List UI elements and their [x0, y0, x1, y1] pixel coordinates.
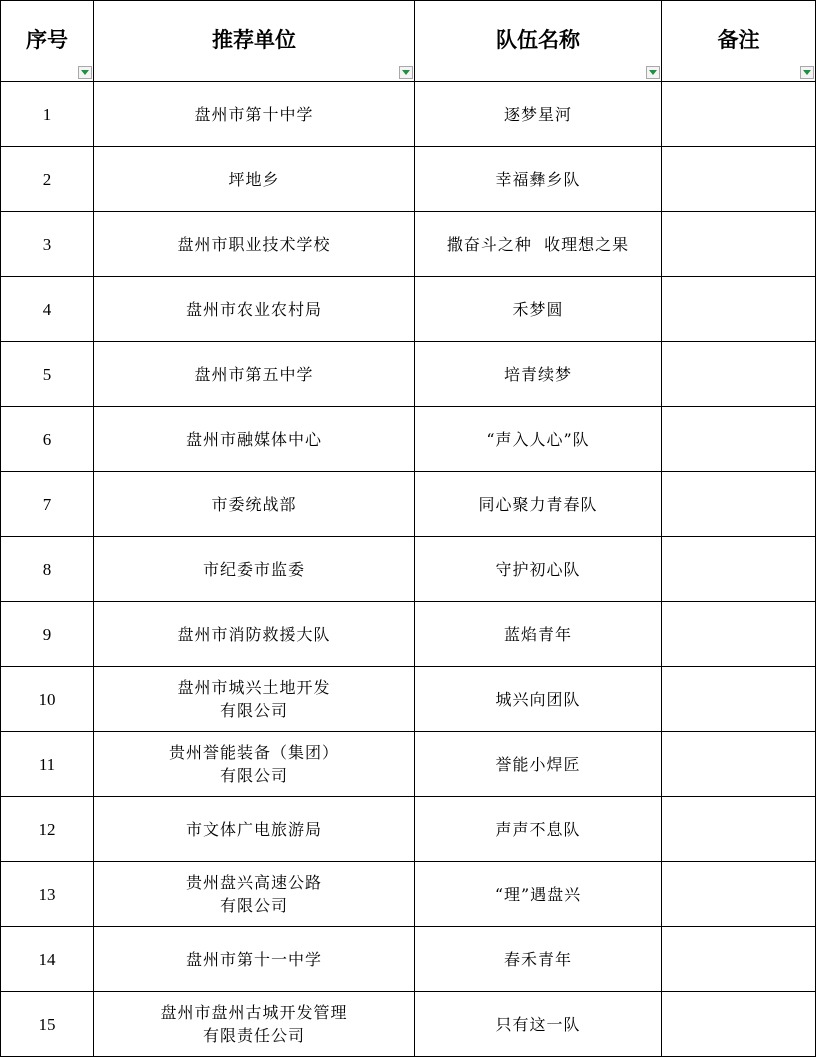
cell-unit: [94, 667, 415, 732]
cell-no: 15: [1, 992, 94, 1057]
cell-no: 13: [1, 862, 94, 927]
cell-unit-line: 盘州市城兴土地开发: [177, 678, 331, 697]
cell-team: 禾梦圆: [415, 277, 662, 342]
cell-unit-line: 市纪委市监委: [202, 559, 305, 579]
cell-no: 7: [1, 472, 94, 537]
cell-unit-line: 有限公司: [219, 701, 288, 720]
header-team: [415, 1, 662, 82]
filter-arrow-icon: [81, 70, 89, 75]
cell-note[interactable]: [662, 537, 816, 602]
cell-no: 8: [1, 537, 94, 602]
cell-unit-line: 坪地乡: [228, 169, 280, 189]
cell-unit: [94, 407, 415, 472]
table-row: [1, 277, 816, 342]
cell-team: 只有这一队: [415, 992, 662, 1057]
cell-note[interactable]: [662, 407, 816, 472]
filter-arrow-icon: [402, 70, 410, 75]
cell-no: 4: [1, 277, 94, 342]
cell-team: 同心聚力青春队: [415, 472, 662, 537]
cell-note[interactable]: [662, 797, 816, 862]
cell-team: 声声不息队: [415, 797, 662, 862]
cell-unit-line: 盘州市消防救援大队: [177, 624, 331, 644]
header-no: [1, 1, 94, 82]
table-row: [1, 147, 816, 212]
cell-unit-line: 有限公司: [219, 766, 288, 785]
table-row: [1, 602, 816, 667]
table-body: [1, 82, 816, 1057]
cell-team: 培青续梦: [415, 342, 662, 407]
header-no-label: 序号: [26, 28, 68, 52]
cell-unit: [94, 602, 415, 667]
cell-unit: [94, 472, 415, 537]
cell-unit: [94, 927, 415, 992]
table-row: [1, 537, 816, 602]
cell-unit: [94, 147, 415, 212]
cell-no: 14: [1, 927, 94, 992]
cell-unit-line: 盘州市第十中学: [194, 104, 314, 124]
cell-note[interactable]: [662, 212, 816, 277]
cell-note[interactable]: [662, 927, 816, 992]
header-note-label: 备注: [717, 28, 760, 52]
filter-dropdown-team[interactable]: [646, 66, 660, 79]
cell-unit: [94, 992, 415, 1057]
table-row: [1, 927, 816, 992]
filter-arrow-icon: [803, 70, 811, 75]
filter-dropdown-note[interactable]: [800, 66, 814, 79]
cell-team: 城兴向团队: [415, 667, 662, 732]
cell-no: 6: [1, 407, 94, 472]
cell-unit: [94, 732, 415, 797]
cell-note[interactable]: [662, 732, 816, 797]
cell-unit-line: 贵州誉能装备（集团）: [168, 743, 339, 762]
cell-unit: [94, 212, 415, 277]
cell-team: 逐梦星河: [415, 82, 662, 147]
table-row: [1, 732, 816, 797]
cell-no: 3: [1, 212, 94, 277]
cell-note[interactable]: [662, 82, 816, 147]
cell-unit-line: 盘州市第十一中学: [185, 949, 322, 969]
filter-arrow-icon: [649, 70, 657, 75]
cell-no: 9: [1, 602, 94, 667]
cell-unit: [94, 537, 415, 602]
cell-unit-line: 盘州市盘州古城开发管理: [160, 1003, 348, 1022]
cell-unit-line: 盘州市职业技术学校: [177, 234, 331, 254]
header-note: [662, 1, 816, 82]
cell-note[interactable]: [662, 277, 816, 342]
header-row: [1, 1, 816, 82]
filter-dropdown-unit[interactable]: [399, 66, 413, 79]
cell-note[interactable]: [662, 472, 816, 537]
cell-unit-line: 市文体广电旅游局: [185, 819, 322, 839]
cell-unit-line: 市委统战部: [211, 494, 297, 514]
cell-unit-line: 盘州市融媒体中心: [185, 429, 322, 449]
table-row: [1, 212, 816, 277]
cell-unit-line: 盘州市农业农村局: [185, 299, 322, 319]
table-row: [1, 992, 816, 1057]
table-row: [1, 82, 816, 147]
cell-note[interactable]: [662, 147, 816, 212]
cell-unit-line: 有限公司: [219, 896, 288, 915]
filter-dropdown-no[interactable]: [78, 66, 92, 79]
cell-team: 守护初心队: [415, 537, 662, 602]
cell-team: “声入人心”队: [415, 407, 662, 472]
header-unit-label: 推荐单位: [212, 28, 296, 52]
cell-note[interactable]: [662, 342, 816, 407]
cell-team: 春禾青年: [415, 927, 662, 992]
cell-team: 撒奋斗之种 收理想之果: [415, 212, 662, 277]
cell-unit: [94, 797, 415, 862]
cell-no: 10: [1, 667, 94, 732]
cell-note[interactable]: [662, 667, 816, 732]
cell-unit-line: 贵州盘兴高速公路: [185, 873, 322, 892]
cell-unit: [94, 342, 415, 407]
cell-no: 12: [1, 797, 94, 862]
table-row: [1, 472, 816, 537]
cell-unit: [94, 277, 415, 342]
cell-team: 誉能小焊匠: [415, 732, 662, 797]
cell-no: 11: [1, 732, 94, 797]
table-row: [1, 797, 816, 862]
cell-note[interactable]: [662, 992, 816, 1057]
table-row: [1, 862, 816, 927]
cell-unit: [94, 862, 415, 927]
table-row: [1, 342, 816, 407]
cell-note[interactable]: [662, 862, 816, 927]
table-row: [1, 667, 816, 732]
table-row: [1, 407, 816, 472]
header-unit: [94, 1, 415, 82]
cell-unit-line: 盘州市第五中学: [194, 364, 314, 384]
cell-team: 蓝焰青年: [415, 602, 662, 667]
cell-no: 1: [1, 82, 94, 147]
cell-unit: [94, 82, 415, 147]
cell-no: 2: [1, 147, 94, 212]
cell-team: “理”遇盘兴: [415, 862, 662, 927]
cell-note[interactable]: [662, 602, 816, 667]
header-team-label: 队伍名称: [496, 28, 580, 52]
cell-unit-line: 有限责任公司: [202, 1026, 305, 1045]
cell-team: 幸福彝乡队: [415, 147, 662, 212]
cell-no: 5: [1, 342, 94, 407]
